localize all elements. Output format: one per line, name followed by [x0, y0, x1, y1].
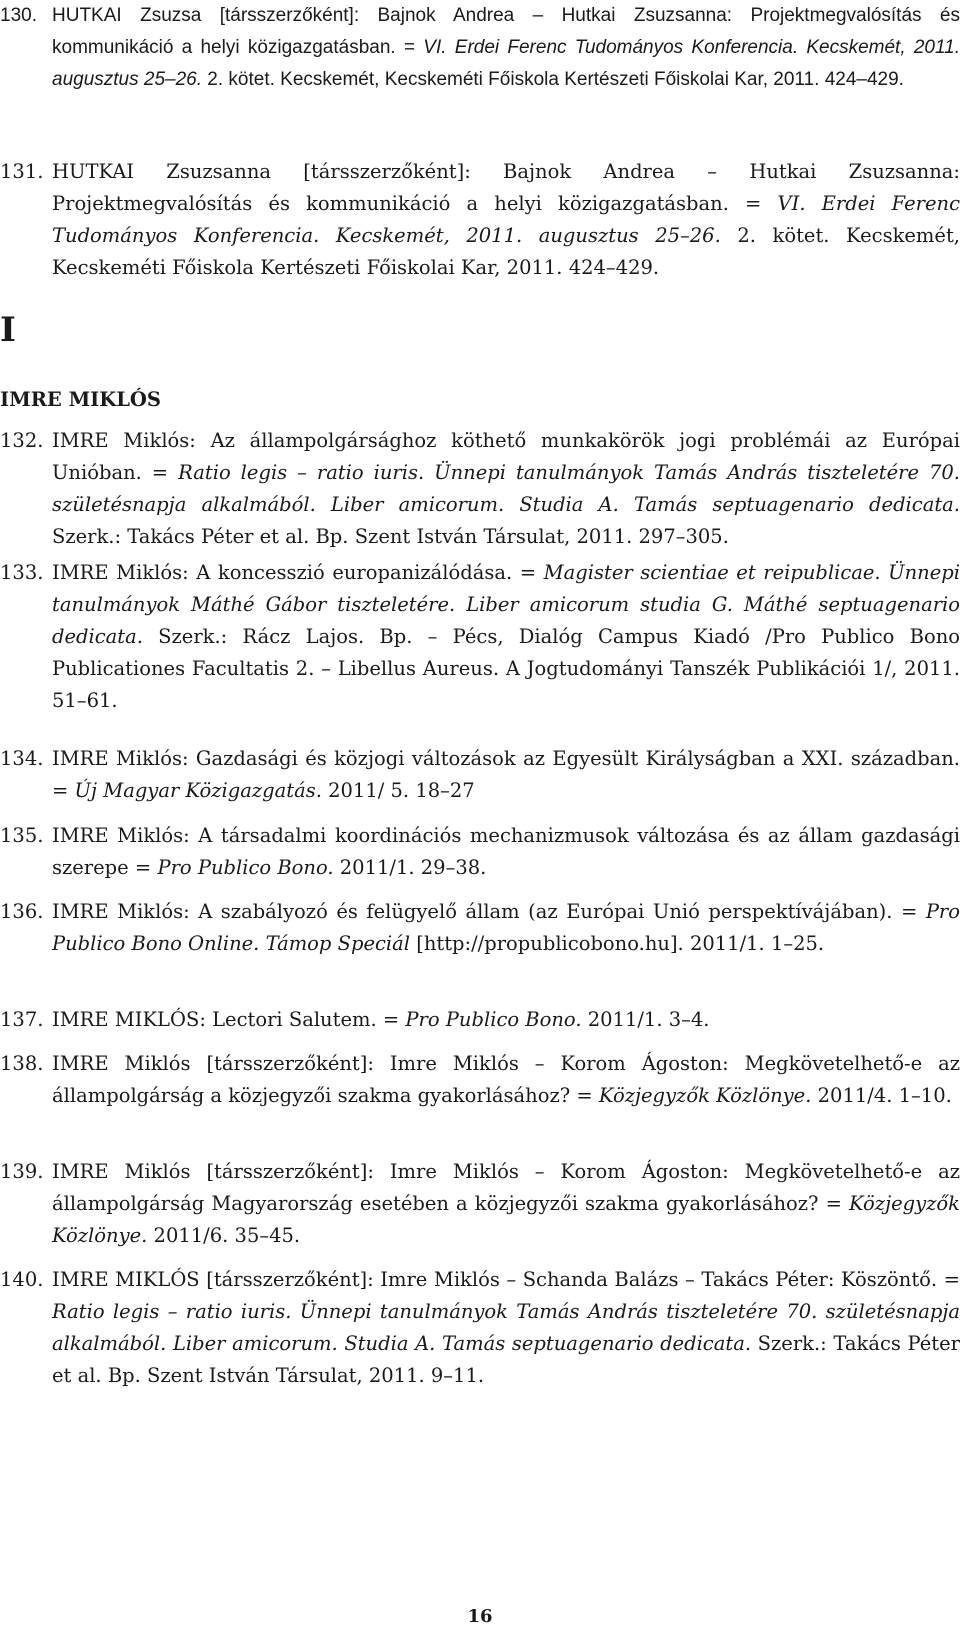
entry-text: [52, 1048, 960, 1112]
entry-source: Ratio legis – ratio iuris. Ünnepi tanulmányok Tamás András tiszteletére 70. születésnapja alkalmából. Liber amicorum. Studia A. Tamás septuagenario dedicata.: [52, 461, 960, 516]
entry-text: [52, 743, 960, 807]
entry-title: Miklós: A társadalmi koordinációs mechanizmusok változása és az állam gazdasági szerepe =: [52, 824, 960, 879]
entry-133: [0, 557, 960, 717]
entry-134: [0, 743, 960, 807]
entry-author: HUTKAI: [52, 5, 122, 26]
entry-number: 137.: [0, 1008, 44, 1031]
entry-details: 2011/ 5. 18–27: [321, 779, 475, 802]
entry-author: IMRE: [52, 747, 109, 770]
entry-author: IMRE: [52, 900, 109, 923]
entry-131: [0, 156, 960, 284]
entry-source: VI. Erdei Ferenc Tudományos Konferencia. Kecskemét, 2011. augusztus 25–26.: [52, 192, 960, 247]
entry-author: IMRE: [52, 824, 109, 847]
entry-author: IMRE: [52, 1160, 109, 1183]
entry-source: VI. Erdei Ferenc Tudományos Konferencia. Kecskemét, 2011. augusztus 25–26.: [52, 37, 960, 90]
entry-author: IMRE: [52, 429, 109, 452]
letter-heading: I: [0, 310, 16, 350]
entry-number: 134.: [0, 747, 44, 770]
entry-details: Szerk.: Rácz Lajos. Bp. – Pécs, Dialóg Campus Kiadó /Pro Publico Bono Publicationes Facultatis 2. – Libellus Aureus. A Jogtudományi Tanszék Publikációi 1/, 2011. 51–61.: [52, 625, 960, 712]
entry-number: 140.: [0, 1268, 44, 1291]
entry-title: Miklós [társszerzőként]: Imre Miklós – Korom Ágoston: Megkövetelhető-e az állampolgárság a közjegyzői szakma gyakorlásához? =: [52, 1052, 960, 1107]
page-number: 16: [467, 1606, 493, 1627]
entry-title: Miklós: A koncesszió europanizálódása. =: [108, 561, 544, 584]
entry-text: [52, 557, 960, 717]
entry-140: [0, 1264, 960, 1392]
entry-source: Magister scientiae et reipublicae. Ünnepi tanulmányok Máthé Gábor tiszteletére. Liber amicorum studia G. Máthé septuagenario dedicata.: [52, 561, 960, 648]
entry-title: Miklós: Gazdasági és közjogi változások az Egyesült Királyságban a XXI. században. =: [52, 747, 960, 802]
entry-title: Miklós [társszerzőként]: Imre Miklós – Korom Ágoston: Megkövetelhető-e az állampolgárság Magyarország esetében a közjegyzői szakma gyakorlásához? =: [52, 1160, 960, 1215]
entry-author: IMRE: [52, 561, 109, 584]
entry-text: [52, 0, 960, 96]
entry-source: Pro Publico Bono.: [157, 856, 334, 879]
entry-source: Ratio legis – ratio iuris. Ünnepi tanulmányok Tamás András tiszteletére 70. születésnapja alkalmából. Liber amicorum. Studia A. Tamás septuagenario dedicata.: [52, 1300, 960, 1355]
entry-number: 130.: [0, 5, 37, 26]
entry-text: [52, 156, 960, 284]
entry-author: IMRE MIKLÓS: [52, 1268, 200, 1291]
entry-details: 2011/4. 1–10.: [811, 1084, 952, 1107]
entry-source: Közjegyzők Közlönye.: [52, 1192, 960, 1247]
entry-details: 2011/1. 3–4.: [581, 1008, 710, 1031]
entry-number: 135.: [0, 824, 44, 847]
entry-number: 138.: [0, 1052, 44, 1075]
entry-author: HUTKAI: [52, 160, 135, 183]
entry-137: [0, 1004, 960, 1036]
entry-source: Új Magyar Közigazgatás.: [74, 779, 322, 802]
entry-139: [0, 1156, 960, 1252]
entry-details: Szerk.: Takács Péter et al. Bp. Szent István Társulat, 2011. 297–305.: [52, 525, 729, 548]
entry-source: Pro Publico Bono Online. Támop Speciál: [52, 900, 960, 955]
entry-text: [52, 1004, 960, 1036]
entry-text: [52, 425, 960, 553]
entry-author: IMRE MIKLÓS: [52, 1008, 200, 1031]
entry-number: 133.: [0, 561, 44, 584]
entry-details: 2011/6. 35–45.: [147, 1224, 301, 1247]
entry-number: 136.: [0, 900, 44, 923]
entry-136: [0, 896, 960, 960]
entry-details: 2. kötet. Kecskemét, Kecskeméti Főiskola Kertészeti Főiskolai Kar, 2011. 424–429.: [202, 69, 904, 90]
entry-title: : Lectori Salutem. =: [199, 1008, 406, 1031]
entry-source: Közjegyzők Közlönye.: [598, 1084, 812, 1107]
entry-title: Miklós: Az állampolgársághoz köthető munkakörök jogi problémái az Európai Unióban. =: [52, 429, 960, 484]
entry-title: [társszerzőként]: Imre Miklós – Schanda Balázs – Takács Péter: Köszöntő. =: [199, 1268, 960, 1291]
entry-title: Miklós: A szabályozó és felügyelő állam (az Európai Unió perspektívájában). =: [108, 900, 926, 923]
entry-132: [0, 425, 960, 553]
entry-text: [52, 1156, 960, 1252]
entry-author: IMRE: [52, 1052, 109, 1075]
entry-number: 131.: [0, 160, 44, 183]
entry-title: Zsuzsa [társszerzőként]: Bajnok Andrea – Hutkai Zsuzsanna: Projektmegvalósítás és kommunikáció a helyi közigazgatásban. =: [52, 5, 960, 58]
entry-138: [0, 1048, 960, 1112]
entry-details: 2011/1. 29–38.: [333, 856, 487, 879]
entry-number: 132.: [0, 429, 44, 452]
entry-text: [52, 1264, 960, 1392]
entry-text: [52, 896, 960, 960]
entry-number: 139.: [0, 1160, 44, 1183]
entry-source: Pro Publico Bono.: [405, 1008, 582, 1031]
entry-details: Szerk.: Takács Péter et al. Bp. Szent István Társulat, 2011. 9–11.: [52, 1332, 960, 1387]
entry-details: [http://propublicobono.hu]. 2011/1. 1–25.: [410, 932, 825, 955]
entry-title: Zsuzsanna [társszerzőként]: Bajnok Andrea – Hutkai Zsuzsanna: Projektmegvalósítás és kommunikáció a helyi közigazgatásban. =: [52, 160, 960, 215]
entry-text: [52, 820, 960, 884]
entry-130: [0, 0, 960, 96]
section-heading: IMRE MIKLÓS: [0, 388, 161, 411]
entry-details: 2. kötet. Kecskemét, Kecskeméti Főiskola Kertészeti Főiskolai Kar, 2011. 424–429.: [52, 224, 960, 279]
entry-135: [0, 820, 960, 884]
